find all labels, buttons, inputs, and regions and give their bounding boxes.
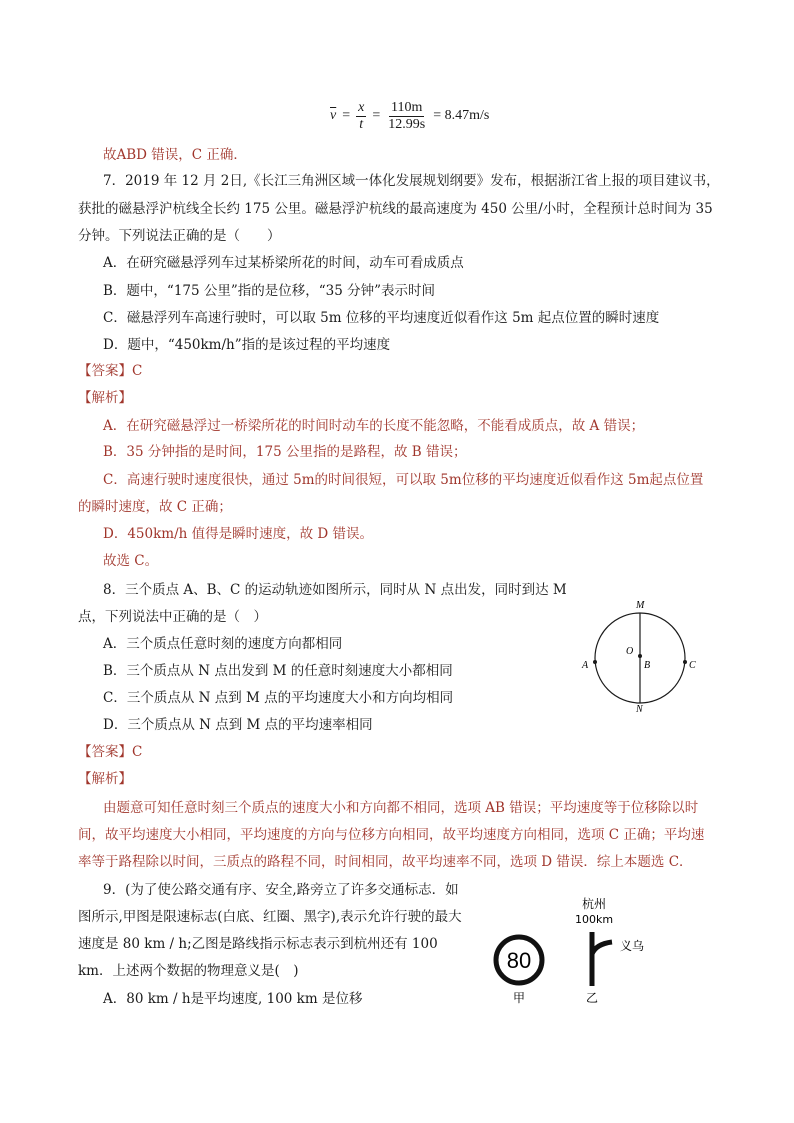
formula-result: = 8.47m/s: [433, 108, 490, 123]
formula-fraction-xt: [356, 100, 366, 133]
text-line-l19: A．三个质点任意时刻的速度方向都相同: [103, 636, 343, 652]
text-line-l16: 故选 C。: [103, 553, 159, 569]
text-line-l22: D．三个质点从 N 点到 M 点的平均速率相同: [103, 717, 373, 733]
label-n: N: [636, 704, 643, 712]
text-line-l27: 率等于路程除以时间，三质点的路程不同，时间相同，故平均速率不同，选项 D 错误．综上本题选 C．: [78, 854, 693, 870]
point-a-dot: [593, 660, 597, 664]
label-o: O: [626, 646, 634, 657]
formula-num2: 110m: [391, 99, 423, 115]
formula-den1: t: [359, 116, 364, 132]
text-line-l14: 的瞬时速度，故 C 正确；: [78, 499, 232, 515]
trajectory-figure: [580, 596, 700, 712]
text-line-l32: A．80 km / h是平均速度, 100 km 是位移: [103, 991, 363, 1007]
route-branch-road: [592, 942, 612, 954]
text-line-l31: km．上述两个数据的物理意义是( ): [78, 963, 299, 979]
text-line-l25: 由题意可知任意时刻三个质点的速度大小和方向都不相同，选项 AB 错误；平均速度等于位移除以时: [103, 800, 699, 816]
text-line-l26: 间，故平均速度大小相同，平均速度的方向与位移方向相同，故平均速度方向相同，选项 C 正确；平均速: [78, 827, 705, 843]
label-b: B: [644, 660, 651, 671]
text-line-l03: 获批的磁悬浮沪杭线全长约 175 公里。磁悬浮沪杭线的最高速度为 450 公里/小时，全程预计总时间为 35: [78, 201, 713, 217]
formula-num1: x: [358, 99, 365, 115]
text-line-l08: D．题中，“450km/h”指的是该过程的平均速度: [103, 337, 391, 353]
text-line-l10: 【解析】: [78, 390, 132, 406]
formula-den2: 12.99s: [388, 116, 426, 132]
text-line-l09: 【答案】C: [78, 363, 143, 379]
label-a: A: [582, 660, 589, 671]
text-line-l18: 点，下列说法中正确的是（ ）: [78, 609, 267, 625]
text-line-l12: B．35 分钟指的是时间，175 公里指的是路程，故 B 错误；: [103, 444, 467, 460]
text-line-l05: A．在研究磁悬浮列车过某桥梁所花的时间，动车可看成质点: [103, 255, 464, 271]
text-line-l29: 图所示,甲图是限速标志(白底、红圈、黑字),表示允许行驶的最大: [78, 909, 462, 925]
label-hangzhou: 杭州: [581, 897, 607, 911]
text-line-l23: 【答案】C: [78, 744, 143, 760]
formula-eq2: =: [372, 108, 381, 123]
point-b-dot: [638, 654, 642, 658]
label-yiwu: 义乌: [620, 939, 645, 953]
text-line-l01: 故ABD 错误，C 正确．: [103, 147, 247, 163]
text-line-l13: C．高速行驶时速度很快，通过 5m的时间很短，可以取 5m位移的平均速度近似看作这 5m起点位置: [103, 472, 704, 488]
text-line-l15: D．450km/h 值得是瞬时速度，故 D 错误。: [103, 526, 374, 542]
text-line-l30: 速度是 80 km / h;乙图是路线指示标志表示到杭州还有 100: [78, 936, 438, 952]
label-m: M: [636, 600, 645, 611]
text-line-l11: A．在研究磁悬浮过一桥梁所花的时间时动车的长度不能忽略，不能看成质点，故 A 错误；: [103, 418, 645, 434]
point-c-dot: [683, 660, 687, 664]
text-line-l28: 9．(为了使公路交通有序、安全,路旁立了许多交通标志．如: [103, 882, 459, 898]
traffic-signs-figure: [488, 892, 668, 1010]
text-line-l04: 分钟。下列说法正确的是（ ）: [78, 228, 281, 244]
text-line-l17: 8．三个质点 A、B、C 的运动轨迹如图所示，同时从 N 点出发，同时到达 M: [103, 582, 567, 598]
label-yi: 乙: [585, 991, 599, 1005]
formula-vbar: $\overline{v}$: [330, 108, 337, 123]
velocity-formula: [330, 96, 489, 136]
speed-limit-value: 80: [506, 948, 532, 973]
formula-eq1: =: [342, 108, 351, 123]
label-jia: 甲: [512, 991, 526, 1005]
text-line-l07: C．磁悬浮列车高速行驶时，可以取 5m 位移的平均速度近似看作这 5m 起点位置的瞬时速度: [103, 310, 660, 326]
text-line-l24: 【解析】: [78, 771, 132, 787]
label-c: C: [689, 660, 696, 671]
text-line-l06: B．题中，“175 公里”指的是位移，“35 分钟”表示时间: [103, 283, 436, 299]
formula-fraction-values: [386, 100, 427, 133]
label-distance: 100km: [574, 913, 614, 926]
text-line-l21: C．三个质点从 N 点到 M 点的平均速度大小和方向均相同: [103, 690, 454, 706]
text-line-l02: 7．2019 年 12 月 2日,《长江三角洲区域一体化发展规划纲要》发布，根据浙江省上报的项目建议书，: [103, 173, 720, 189]
text-line-l20: B．三个质点从 N 点出发到 M 的任意时刻速度大小都相同: [103, 663, 453, 679]
